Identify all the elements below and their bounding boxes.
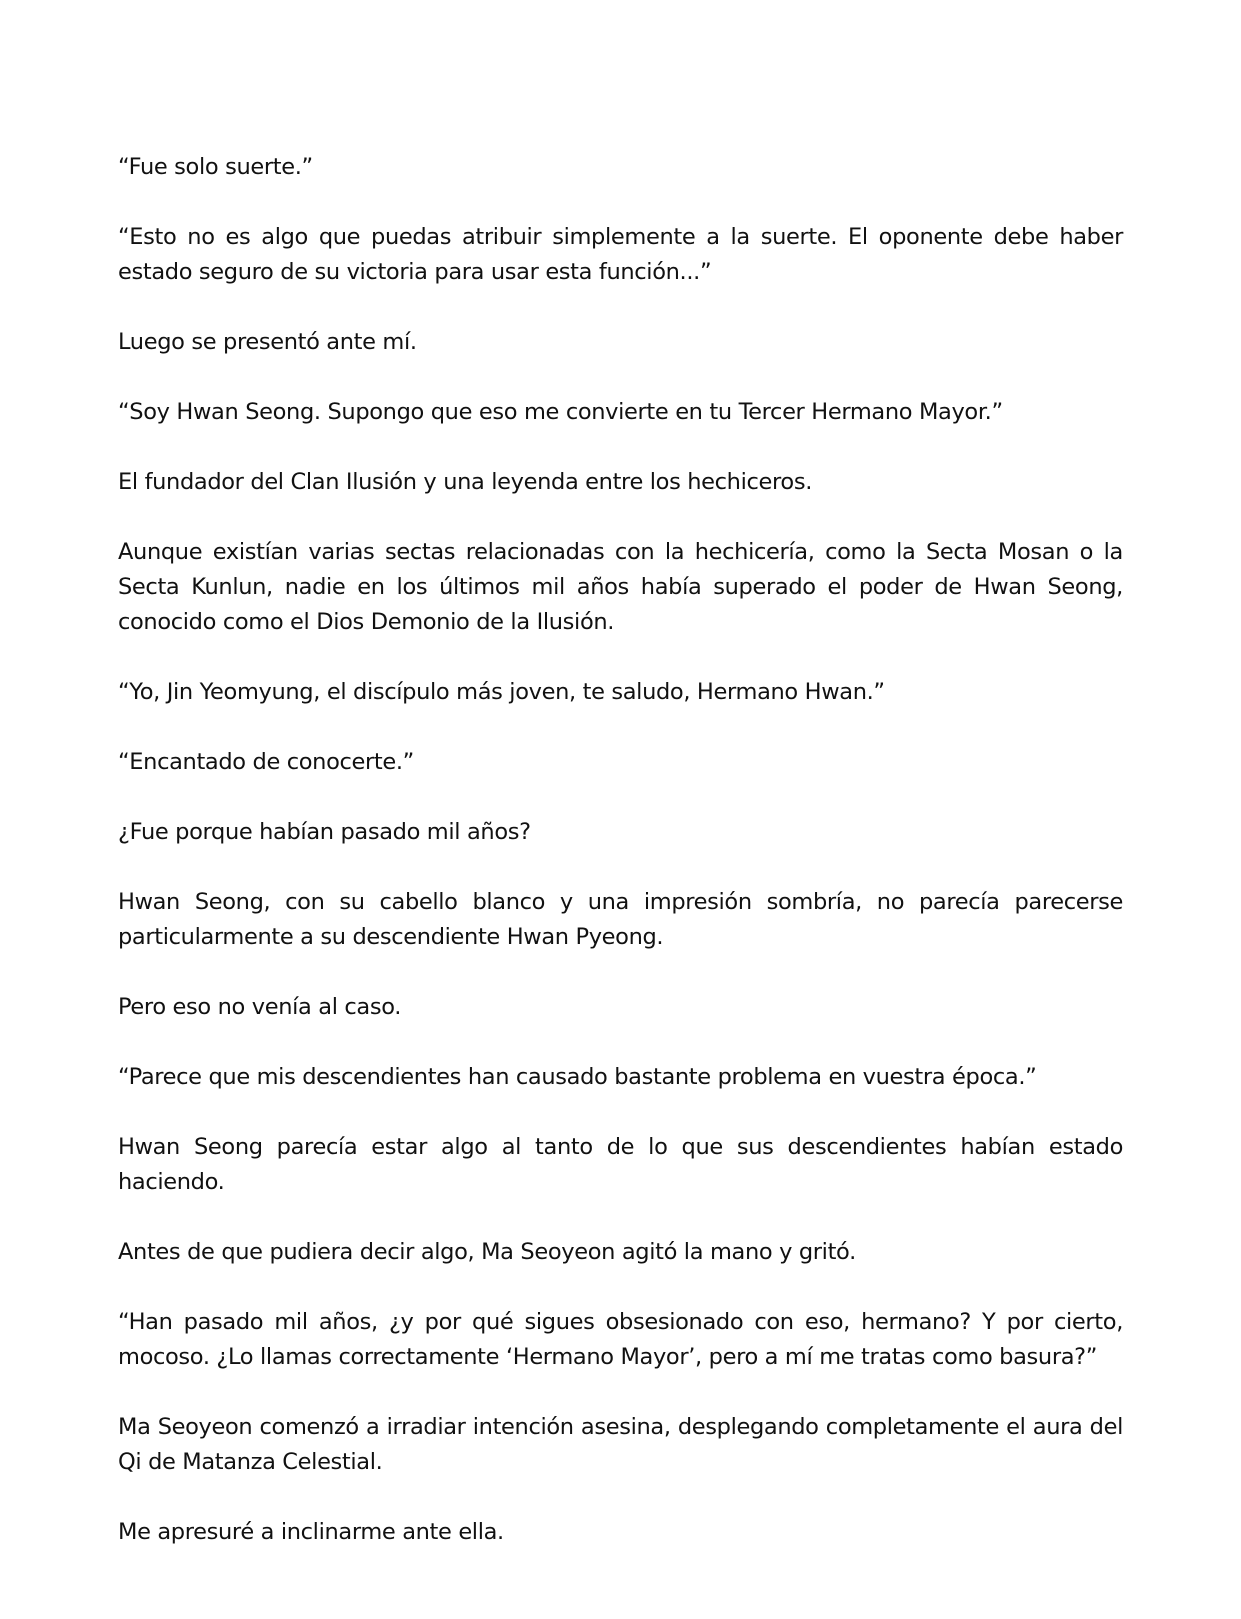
paragraph-14: Antes de que pudiera decir algo, Ma Seoyeon agitó la mano y gritó. bbox=[118, 1239, 856, 1265]
paragraph-7: “Yo, Jin Yeomyung, el discípulo más joven, te saludo, Hermano Hwan.” bbox=[118, 679, 885, 705]
paragraph-16: Ma Seoyeon comenzó a irradiar intención asesina, desplegando completamente el aura del Qi de Matanza Celestial. bbox=[118, 1414, 1123, 1475]
paragraph-15: “Han pasado mil años, ¿y por qué sigues obsesionado con eso, hermano? Y por cierto, mocoso. ¿Lo llamas correctamente ‘Hermano Mayor’, pero a mí me tratas como basura?” bbox=[118, 1309, 1123, 1370]
paragraph-1: “Fue solo suerte.” bbox=[118, 154, 313, 180]
paragraph-3: Luego se presentó ante mí. bbox=[118, 329, 417, 355]
paragraph-6: Aunque existían varias sectas relacionadas con la hechicería, como la Secta Mosan o la Secta Kunlun, nadie en los últimos mil años había superado el poder de Hwan Seong, conocido como el Dios Demonio de la Ilusión. bbox=[118, 539, 1123, 635]
paragraph-4: “Soy Hwan Seong. Supongo que eso me convierte en tu Tercer Hermano Mayor.” bbox=[118, 399, 1003, 425]
paragraph-11: Pero eso no venía al caso. bbox=[118, 994, 402, 1020]
paragraph-8: “Encantado de conocerte.” bbox=[118, 749, 414, 775]
paragraph-9: ¿Fue porque habían pasado mil años? bbox=[118, 819, 531, 845]
paragraph-10: Hwan Seong, con su cabello blanco y una impresión sombría, no parecía parecerse particularmente a su descendiente Hwan Pyeong. bbox=[118, 889, 1123, 950]
paragraph-13: Hwan Seong parecía estar algo al tanto de lo que sus descendientes habían estado haciendo. bbox=[118, 1134, 1123, 1195]
paragraph-17: Me apresuré a inclinarme ante ella. bbox=[118, 1519, 504, 1545]
document-page bbox=[118, 150, 1123, 1550]
paragraph-12: “Parece que mis descendientes han causado bastante problema en vuestra época.” bbox=[118, 1064, 1037, 1090]
paragraph-2: “Esto no es algo que puedas atribuir simplemente a la suerte. El oponente debe haber estado seguro de su victoria para usar esta función...” bbox=[118, 224, 1123, 285]
paragraph-5: El fundador del Clan Ilusión y una leyenda entre los hechiceros. bbox=[118, 469, 812, 495]
